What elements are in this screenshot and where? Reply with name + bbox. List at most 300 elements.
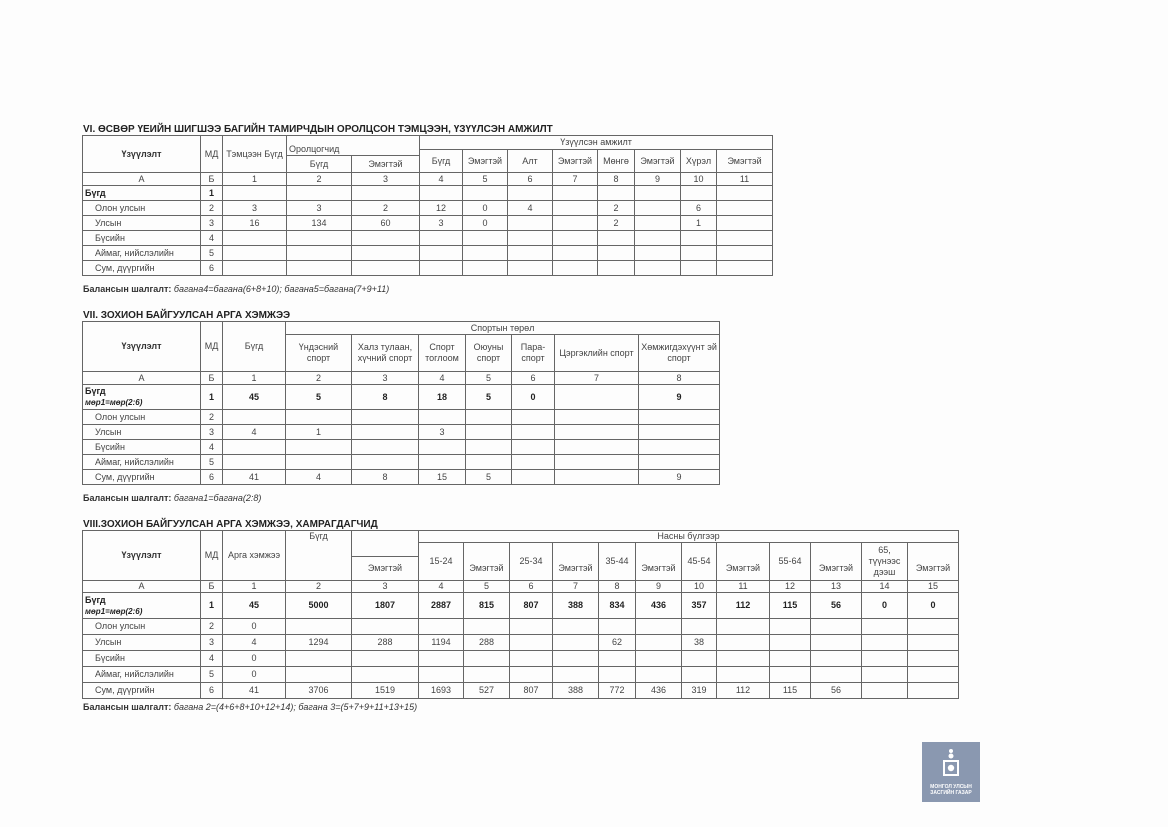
table-cell: 1294 xyxy=(286,635,352,651)
table-cell: 115 xyxy=(770,593,811,619)
column-code-cell: А xyxy=(83,173,201,186)
table-cell xyxy=(352,261,420,276)
column-code-cell: 4 xyxy=(419,372,466,385)
header-age-15-24: 15-24 xyxy=(419,543,464,581)
table-cell: 1693 xyxy=(419,683,464,699)
header-participants: Оролцогчид xyxy=(287,136,420,156)
table-cell xyxy=(419,440,466,455)
table-cell xyxy=(512,455,555,470)
table-row xyxy=(83,651,959,667)
row-md: 1 xyxy=(201,186,223,201)
header-gold: Алт xyxy=(508,150,553,173)
table-cell xyxy=(512,470,555,485)
table-cell: 388 xyxy=(553,683,599,699)
table-cell xyxy=(466,410,512,425)
table-cell xyxy=(419,410,466,425)
row-md: 1 xyxy=(201,593,223,619)
column-code-row xyxy=(83,372,720,385)
column-code-row xyxy=(83,173,773,186)
table-cell xyxy=(223,246,287,261)
table-cell xyxy=(598,186,635,201)
row-label: Аймаг, нийслэлийн xyxy=(83,246,201,261)
table-cell: 62 xyxy=(599,635,636,651)
table-cell xyxy=(464,619,510,635)
column-code-cell: 1 xyxy=(223,581,286,593)
header-indicator: Үзүүлэлт xyxy=(83,531,201,581)
table-cell xyxy=(287,246,352,261)
section-8-title: VIII.ЗОХИОН БАЙГУУЛСАН АРГА ХЭМЖЭЭ, ХАМРАГДАГЧИД xyxy=(83,519,378,530)
column-code-cell: 9 xyxy=(635,173,681,186)
table-cell xyxy=(352,651,419,667)
table-row xyxy=(83,635,959,651)
table-cell xyxy=(770,619,811,635)
row-md: 3 xyxy=(201,425,223,440)
table-cell xyxy=(553,216,598,231)
table-cell xyxy=(636,635,682,651)
row-md: 5 xyxy=(201,667,223,683)
header-sport-games: Спорт тоглоом xyxy=(419,335,466,372)
row-formula: мөр1=мөр(2:6) xyxy=(85,398,143,407)
table-cell xyxy=(908,651,959,667)
row-md: 6 xyxy=(201,261,223,276)
table-cell xyxy=(420,246,463,261)
table-cell xyxy=(636,619,682,635)
table-cell xyxy=(553,201,598,216)
table-cell xyxy=(717,186,773,201)
table-row xyxy=(83,216,773,231)
column-code-cell: А xyxy=(83,372,201,385)
column-code-cell: 11 xyxy=(717,173,773,186)
table-cell: 815 xyxy=(464,593,510,619)
table-cell: 2 xyxy=(352,201,420,216)
table-cell xyxy=(352,425,419,440)
table-cell xyxy=(908,635,959,651)
government-emblem xyxy=(922,742,980,802)
header-part-women: Эмэгтэй xyxy=(352,156,420,173)
table-cell xyxy=(352,410,419,425)
balance-formula: багана4=багана(6+8+10); багана5=багана(7+9+11) xyxy=(173,284,390,294)
table-row xyxy=(83,246,773,261)
table-cell xyxy=(510,635,553,651)
column-code-cell: 7 xyxy=(555,372,639,385)
table-cell xyxy=(286,651,352,667)
header-age-45-54: 45-54 xyxy=(682,543,717,581)
table-cell xyxy=(352,440,419,455)
table-cell xyxy=(352,455,419,470)
table-cell: 772 xyxy=(599,683,636,699)
row-label: Улсын xyxy=(83,635,201,651)
column-code-cell: 7 xyxy=(553,581,599,593)
table-cell xyxy=(287,261,352,276)
table-cell xyxy=(862,619,908,635)
table-cell: 0 xyxy=(463,201,508,216)
table-cell: 527 xyxy=(464,683,510,699)
table-cell: 4 xyxy=(508,201,553,216)
balance-formula: багана1=багана(2:8) xyxy=(173,493,262,503)
header-total-women: Эмэгтэй xyxy=(352,557,419,581)
table-cell xyxy=(811,667,862,683)
table-cell xyxy=(682,651,717,667)
header-indicator: Үзүүлэлт xyxy=(83,136,201,173)
table-cell xyxy=(717,246,773,261)
column-code-cell: 5 xyxy=(464,581,510,593)
row-md: 1 xyxy=(201,385,223,410)
table-row xyxy=(83,261,773,276)
table-cell: 16 xyxy=(223,216,287,231)
table-cell xyxy=(512,425,555,440)
section-6-title: VI. ӨСВӨР ҮЕИЙН ШИГШЭЭ БАГИЙН ТАМИРЧДЫН ОРОЛЦСОН ТЭМЦЭЭН, ҮЗҮҮЛСЭН АМЖИЛТ xyxy=(83,124,553,135)
table-cell xyxy=(598,261,635,276)
table-cell: 56 xyxy=(811,593,862,619)
column-code-cell: 7 xyxy=(553,173,598,186)
table-row xyxy=(83,455,720,470)
header-national-sport: Үндэсний спорт xyxy=(286,335,352,372)
table-cell xyxy=(466,425,512,440)
row-label: Бүгд xyxy=(83,186,201,201)
table-section-8 xyxy=(82,530,959,699)
table-cell xyxy=(508,231,553,246)
table-cell xyxy=(352,619,419,635)
table-cell: 2887 xyxy=(419,593,464,619)
row-label-text: Бүгд xyxy=(85,594,106,605)
header-age-groups: Насны бүлгээр xyxy=(419,531,959,543)
row-md: 2 xyxy=(201,619,223,635)
table-cell xyxy=(508,216,553,231)
table-cell: 9 xyxy=(639,385,720,410)
table-cell xyxy=(811,635,862,651)
table-cell xyxy=(635,246,681,261)
table-cell: 1807 xyxy=(352,593,419,619)
table-cell xyxy=(553,635,599,651)
table-cell xyxy=(287,231,352,246)
table-cell: 112 xyxy=(717,683,770,699)
row-md: 6 xyxy=(201,470,223,485)
row-label: Аймаг, нийслэлийн xyxy=(83,455,201,470)
table-cell: 0 xyxy=(223,667,286,683)
table-cell: 8 xyxy=(352,385,419,410)
table-cell: 0 xyxy=(223,619,286,635)
table-row xyxy=(83,425,720,440)
table-cell xyxy=(717,619,770,635)
header-total: Бүгд xyxy=(286,531,352,581)
header-spacer xyxy=(464,543,510,557)
table-cell xyxy=(352,231,420,246)
header-bronze-women: Эмэгтэй xyxy=(717,150,773,173)
column-code-cell: 4 xyxy=(420,173,463,186)
table-row xyxy=(83,410,720,425)
table-cell xyxy=(419,651,464,667)
table-row xyxy=(83,186,773,201)
table-section-7 xyxy=(82,321,720,485)
emblem-line-1: МОНГОЛ УЛСЫН xyxy=(930,784,972,790)
table-cell xyxy=(598,231,635,246)
column-code-cell: А xyxy=(83,581,201,593)
table-cell xyxy=(419,619,464,635)
table-cell: 2 xyxy=(598,216,635,231)
table-cell xyxy=(512,410,555,425)
column-code-cell: Б xyxy=(201,581,223,593)
table-cell: 12 xyxy=(420,201,463,216)
table-cell: 5 xyxy=(286,385,352,410)
table-cell: 807 xyxy=(510,593,553,619)
table-cell xyxy=(463,231,508,246)
table-row xyxy=(83,683,959,699)
row-label: Бүсийн xyxy=(83,440,201,455)
header-mind-sport: Оюуны спорт xyxy=(466,335,512,372)
row-md: 5 xyxy=(201,455,223,470)
column-code-cell: 2 xyxy=(287,173,352,186)
table-cell xyxy=(682,619,717,635)
table-cell xyxy=(419,455,466,470)
table-cell: 0 xyxy=(512,385,555,410)
table-cell xyxy=(555,385,639,410)
table-cell xyxy=(553,231,598,246)
header-achievement: Үзүүлсэн амжилт xyxy=(420,136,773,150)
column-code-cell: 2 xyxy=(286,581,352,593)
row-md: 3 xyxy=(201,216,223,231)
table-row xyxy=(83,619,959,635)
table-cell: 0 xyxy=(862,593,908,619)
table-cell: 3 xyxy=(223,201,287,216)
table-cell xyxy=(639,425,720,440)
balance-formula: багана 2=(4+6+8+10+12+14); багана 3=(5+7+9+11+13+15) xyxy=(173,702,418,712)
column-code-cell: 12 xyxy=(770,581,811,593)
header-silver: Мөнгө xyxy=(598,150,635,173)
header-women-35-44: Эмэгтэй xyxy=(636,557,682,581)
header-age-25-34: 25-34 xyxy=(510,543,553,581)
table-row xyxy=(83,593,959,619)
table-cell xyxy=(717,201,773,216)
table-cell xyxy=(717,635,770,651)
column-code-cell: 5 xyxy=(463,173,508,186)
table-cell: 9 xyxy=(639,470,720,485)
table-cell: 3 xyxy=(420,216,463,231)
table-cell xyxy=(419,667,464,683)
balance-label: Балансын шалгалт: xyxy=(83,284,172,294)
header-md: МД xyxy=(201,322,223,372)
header-women-55-64: Эмэгтэй xyxy=(811,557,862,581)
table-cell xyxy=(553,186,598,201)
table-cell: 319 xyxy=(682,683,717,699)
table-cell xyxy=(770,667,811,683)
header-competitions: Тэмцээн Бүгд xyxy=(223,136,287,173)
table-cell xyxy=(352,667,419,683)
table-cell: 4 xyxy=(286,470,352,485)
column-code-cell: 10 xyxy=(681,173,717,186)
header-women-45-54: Эмэгтэй xyxy=(717,557,770,581)
table-cell xyxy=(286,440,352,455)
table-cell xyxy=(635,261,681,276)
table-cell xyxy=(508,246,553,261)
table-cell xyxy=(352,186,420,201)
column-code-cell: 14 xyxy=(862,581,908,593)
table-row xyxy=(83,201,773,216)
table-cell xyxy=(717,261,773,276)
table-cell xyxy=(681,246,717,261)
row-label: Аймаг, нийслэлийн xyxy=(83,667,201,683)
row-label: Сум, дүүргийн xyxy=(83,261,201,276)
header-events: Арга хэмжээ xyxy=(223,531,286,581)
table-cell: 18 xyxy=(419,385,466,410)
row-label: Олон улсын xyxy=(83,619,201,635)
table-cell xyxy=(862,651,908,667)
table-cell xyxy=(466,455,512,470)
row-label: Бүсийн xyxy=(83,651,201,667)
table-cell: 115 xyxy=(770,683,811,699)
table-cell: 357 xyxy=(682,593,717,619)
column-code-cell: 2 xyxy=(286,372,352,385)
table-cell xyxy=(223,231,287,246)
header-indicator: Үзүүлэлт xyxy=(83,322,201,372)
table-cell: 112 xyxy=(717,593,770,619)
header-ach-total: Бүгд xyxy=(420,150,463,173)
table-cell xyxy=(463,186,508,201)
balance-label: Балансын шалгалт: xyxy=(83,493,172,503)
column-code-cell: 6 xyxy=(508,173,553,186)
table-cell: 0 xyxy=(908,593,959,619)
table-cell xyxy=(223,261,287,276)
table-cell xyxy=(287,186,352,201)
table-cell xyxy=(510,667,553,683)
table-row xyxy=(83,231,773,246)
table-cell: 807 xyxy=(510,683,553,699)
table-cell: 388 xyxy=(553,593,599,619)
table-cell xyxy=(770,651,811,667)
row-label: Олон улсын xyxy=(83,410,201,425)
table-cell xyxy=(286,410,352,425)
header-blank xyxy=(352,531,419,557)
row-label: Улсын xyxy=(83,216,201,231)
column-code-cell: 1 xyxy=(223,372,286,385)
table-cell xyxy=(862,667,908,683)
table-cell xyxy=(510,619,553,635)
table-cell xyxy=(635,201,681,216)
table-cell: 436 xyxy=(636,593,682,619)
table-cell xyxy=(420,261,463,276)
emblem-caption xyxy=(924,784,978,796)
section-8-balance-note xyxy=(83,702,417,712)
table-cell: 1 xyxy=(286,425,352,440)
table-cell: 56 xyxy=(811,683,862,699)
table-cell: 288 xyxy=(464,635,510,651)
table-cell: 45 xyxy=(223,385,286,410)
table-cell: 41 xyxy=(223,683,286,699)
column-code-cell: Б xyxy=(201,173,223,186)
row-md: 2 xyxy=(201,410,223,425)
header-spacer xyxy=(553,543,599,557)
header-spacer xyxy=(636,543,682,557)
row-md: 4 xyxy=(201,231,223,246)
header-women-25-34: Эмэгтэй xyxy=(553,557,599,581)
header-other-sport: Хөмжигдэхүүнт эй спорт xyxy=(639,335,720,372)
table-cell xyxy=(466,440,512,455)
table-cell xyxy=(639,410,720,425)
table-cell xyxy=(635,216,681,231)
column-code-cell: Б xyxy=(201,372,223,385)
table-cell xyxy=(510,651,553,667)
table-cell xyxy=(420,186,463,201)
table-cell xyxy=(223,186,287,201)
table-cell xyxy=(681,261,717,276)
header-md: МД xyxy=(201,136,223,173)
row-md: 5 xyxy=(201,246,223,261)
soyombo-icon xyxy=(942,748,960,778)
row-label xyxy=(83,593,201,619)
table-row xyxy=(83,385,720,410)
row-md: 6 xyxy=(201,683,223,699)
header-women-15-24: Эмэгтэй xyxy=(464,557,510,581)
table-cell: 3 xyxy=(419,425,466,440)
column-code-cell: 9 xyxy=(636,581,682,593)
header-spacer xyxy=(717,543,770,557)
row-md: 4 xyxy=(201,651,223,667)
table-cell: 45 xyxy=(223,593,286,619)
table-cell xyxy=(223,455,286,470)
table-cell: 6 xyxy=(681,201,717,216)
column-code-cell: 4 xyxy=(419,581,464,593)
table-cell xyxy=(286,619,352,635)
table-cell xyxy=(553,261,598,276)
table-cell: 3 xyxy=(287,201,352,216)
table-cell xyxy=(553,651,599,667)
table-cell: 0 xyxy=(223,651,286,667)
table-cell xyxy=(508,186,553,201)
table-cell xyxy=(286,455,352,470)
table-cell: 41 xyxy=(223,470,286,485)
balance-label: Балансын шалгалт: xyxy=(83,702,172,712)
column-code-cell: 6 xyxy=(512,372,555,385)
table-cell xyxy=(555,440,639,455)
table-cell xyxy=(464,667,510,683)
table-cell xyxy=(420,231,463,246)
row-label-text: Бүгд xyxy=(85,386,106,396)
table-cell xyxy=(555,470,639,485)
table-cell: 436 xyxy=(636,683,682,699)
table-cell xyxy=(463,246,508,261)
table-row xyxy=(83,470,720,485)
table-cell: 60 xyxy=(352,216,420,231)
header-spacer xyxy=(811,543,862,557)
table-cell xyxy=(553,667,599,683)
table-cell: 0 xyxy=(463,216,508,231)
table-cell: 3706 xyxy=(286,683,352,699)
table-cell xyxy=(717,667,770,683)
header-ach-women: Эмэгтэй xyxy=(463,150,508,173)
table-cell: 5 xyxy=(466,385,512,410)
column-code-cell: 11 xyxy=(717,581,770,593)
table-cell xyxy=(352,246,420,261)
table-cell xyxy=(639,440,720,455)
row-label: Сум, дүүргийн xyxy=(83,470,201,485)
column-code-cell: 15 xyxy=(908,581,959,593)
table-cell xyxy=(508,261,553,276)
section-7-balance-note xyxy=(83,493,261,503)
column-code-cell: 6 xyxy=(510,581,553,593)
table-cell xyxy=(862,635,908,651)
header-age-35-44: 35-44 xyxy=(599,543,636,581)
row-label xyxy=(83,385,201,410)
header-military-sport: Цэргэклийн спорт xyxy=(555,335,639,372)
table-cell xyxy=(223,440,286,455)
table-cell xyxy=(555,455,639,470)
table-cell xyxy=(811,619,862,635)
table-cell xyxy=(555,425,639,440)
column-code-cell: 10 xyxy=(682,581,717,593)
table-cell xyxy=(286,667,352,683)
table-cell xyxy=(512,440,555,455)
header-total: Бүгд xyxy=(223,322,286,372)
table-cell xyxy=(862,683,908,699)
